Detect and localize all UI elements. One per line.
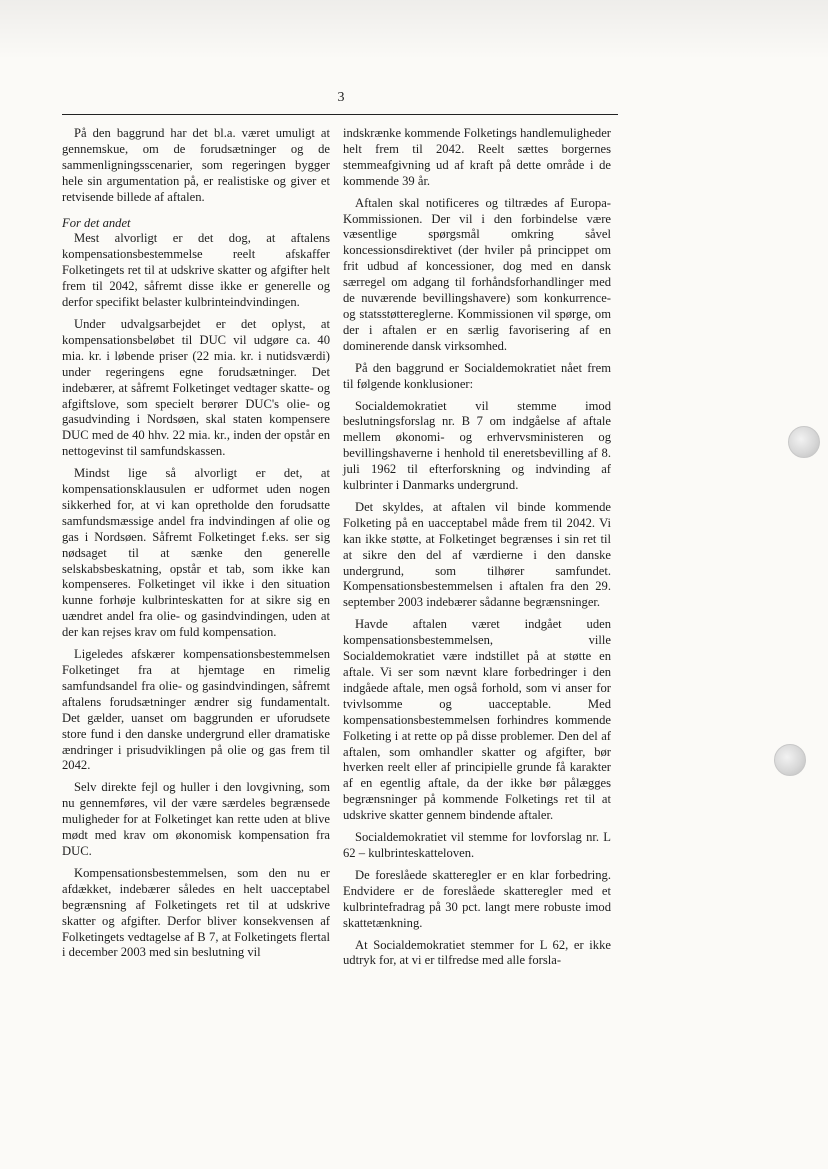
paragraph: Ligeledes afskærer kompensationsbestemmelsen Folketinget fra at hjemtage en rimelig samfundsandel fra olie- og gasindvindingen, såfremt aftalens forudsætninger ændrer sig fundamentalt. Det gælder, uanset om baggrunden er uforudsete store fund i den danske undergrund eller dramatiske ændringer i prisudviklingen på olie og gas frem til 2042. — [62, 647, 330, 773]
scan-edge-shading — [0, 0, 828, 60]
right-column — [343, 126, 611, 975]
paragraph: Aftalen skal notificeres og tiltrædes af Europa-Kommissionen. Der vil i den forbindelse være væsentlige spørgsmål omkring såvel koncessionsdirektivet (der hviler på princippet om frit udbud af koncessioner, dog med en dansk særregel om adgang til forhåndsforhandlinger med de nuværende bevillingshavere) som konkurrence- og statsstøttereglerne. Kommissionen vil spørge, om der i aftalen er en særlig favorisering af en dominerende dansk virksomhed. — [343, 195, 611, 353]
paragraph: Kompensationsbestemmelsen, som den nu er afdækket, indebærer således en helt uacceptabel begrænsning af Folketingets ret til at udskrive skatter og afgifter. Derfor bliver konsekvensen af Folketingets vedtagelse af B 7, at Folketingets flertal i december 2003 med sin beslutning vil — [62, 865, 330, 960]
section-subheading: For det andet — [62, 215, 131, 230]
paragraph-continued: indskrænke kommende Folketings handlemuligheder helt frem til 2042. Reelt sættes borgernes stemmeafgivning ud af kraft på dette område i de kommende 39 år. — [343, 126, 611, 188]
page-number: 3 — [337, 90, 345, 105]
paragraph: Socialdemokratiet vil stemme imod beslutningsforslag nr. B 7 om indgåelse af aftale mellem økonomi- og erhvervsministeren og bevillingshaverne i henhold til eneretsbevilling af 8. juli 1962 til efterforskning og indvinding af kulbrinter i Danmarks undergrund. — [343, 398, 611, 493]
paragraph: Mindst lige så alvorligt er det, at kompensationsklausulen er udformet uden nogen sikkerhed for, at vi kan opretholde den forudsatte samfundsmæssige andel fra indvindingen af olie og gas i Nordsøen. Såfremt Folketinget f.eks. ser sig nødsaget til at sænke den generelle selskabsbeskatning, opstår et tab, som ikke kan kompenseres. Folketinget vil ikke i den situation kunne forhøje kulbrinteskatten for at sikre sig en uændret andel fra olie- og gasindvindingen, uden at der kan rejses krav om fuld kompensation. — [62, 466, 330, 640]
paragraph: At Socialdemokratiet stemmer for L 62, er ikke udtryk for, at vi er tilfredse med alle forsla- — [343, 937, 611, 968]
punch-hole — [774, 744, 806, 776]
paragraph: Under udvalgsarbejdet er det oplyst, at kompensationsbeløbet til DUC vil udgøre ca. 40 mia. kr. i løbende priser (22 mia. kr. i nutidsværdi) under regeringens egne forudsætninger. Det indebærer, at såfremt Folketinget vedtager skatte- og afgiftslove, som specielt berører DUC's olie- og gasudvinding i Nordsøen, skal staten kompensere DUC med de 40 hhv. 22 mia. kr., inden der opstår en nettogevinst til samfundskassen. — [62, 316, 330, 459]
paragraph: På den baggrund har det bl.a. været umuligt at gennemskue, om de forudsætninger og de sammenligningsscenarier, som regeringen bygger hele sin argumentation på, er realistiske og giver et retvisende billede af aftalen. — [62, 126, 330, 204]
paragraph: Det skyldes, at aftalen vil binde kommende Folketing på en uacceptabel måde frem til 2042. Vi kan ikke støtte, at Folketinget begrænses i sin ret til at sikre den del af værdierne i den danske undergrund, som tilhører samfundet. Kompensationsbestemmelsen i aftalen fra den 29. september 2003 indebærer sådanne begrænsninger. — [343, 499, 611, 610]
paragraph: De foreslåede skatteregler er en klar forbedring. Endvidere er de foreslåede skatteregler med et kulbrintefradrag på 30 pct. langt mere robuste imod skattetænkning. — [343, 867, 611, 930]
header-rule — [62, 114, 618, 115]
paragraph: Selv direkte fejl og huller i den lovgivning, som nu gennemføres, vil der være særdeles begrænsede muligheder for at Folketinget kan rette uden at blive mødt med krav om økonomisk kompensation fra DUC. — [62, 780, 330, 858]
paragraph: Socialdemokratiet vil stemme for lovforslag nr. L 62 – kulbrinteskatteloven. — [343, 830, 611, 860]
paragraph: På den baggrund er Socialdemokratiet nået frem til følgende konklusioner: — [343, 360, 611, 391]
paragraph: Havde aftalen været indgået uden kompensationsbestemmelsen, ville Socialdemokratiet være indstillet på at støtte en aftale. Vi ser som nævnt klare forbedringer i den indgåede aftale, men også forhold, som vi anser for tvivlsomme og uacceptable. Med kompensationsbestemmelsen forhindres kommende Folketing i at rette op på disse problemer. Den del af aftalen, som omhandler skatter og afgifter, bør hverken reelt eller af principielle grunde få karakter af en egentlig aftale, da der ikke bør pålægges begrænsninger på kommende Folketings ret til at udskrive skatter gennem bindende aftaler. — [343, 617, 611, 823]
paragraph: Mest alvorligt er det dog, at aftalens kompensationsbestemmelse reelt afskaffer Folketingets ret til at udskrive skatter og afgifter helt frem til 2042, såfremt disse ikke er generelle og derfor specifikt belaster kulbrinteindvindingen. — [62, 231, 330, 310]
left-column — [62, 126, 330, 967]
punch-hole — [788, 426, 820, 458]
